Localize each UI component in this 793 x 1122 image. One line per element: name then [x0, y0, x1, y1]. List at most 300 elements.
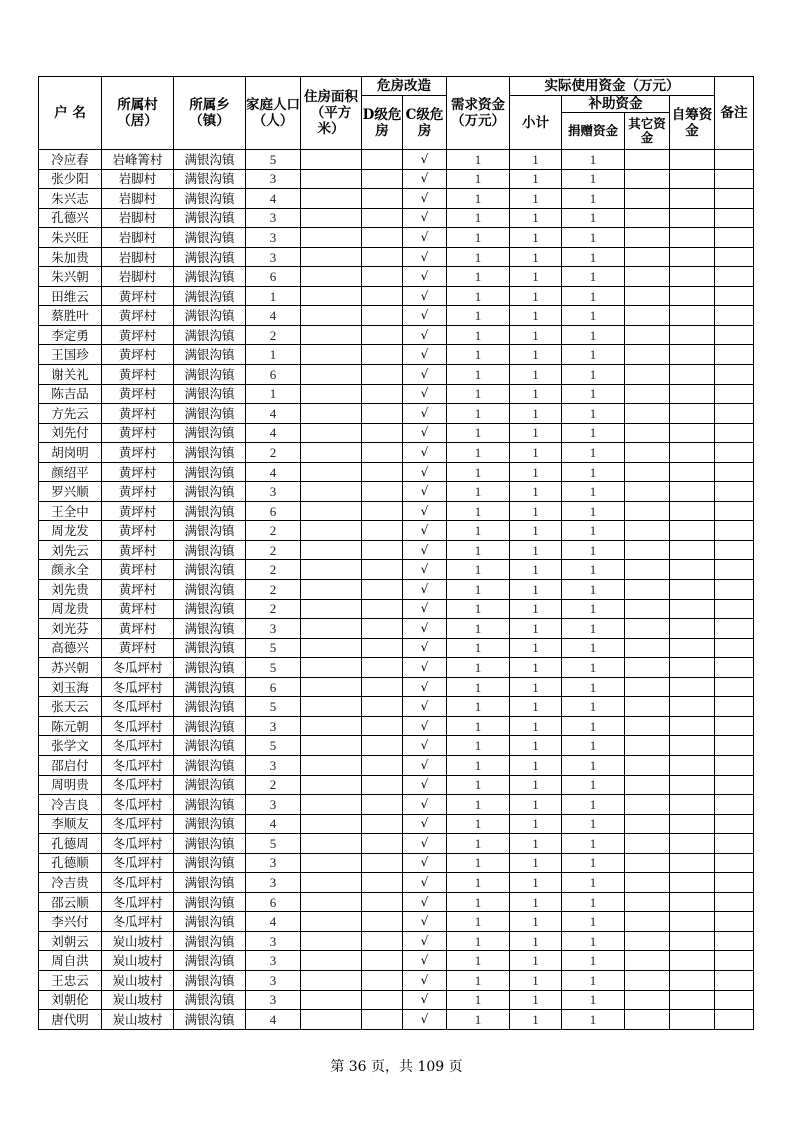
subtotal-cell: 1: [510, 462, 562, 482]
village-cell: 黄坪村: [102, 443, 174, 463]
other-funds-cell: [625, 619, 670, 639]
town-cell: 满银沟镇: [174, 150, 246, 170]
population-cell: 4: [246, 814, 301, 834]
name-cell: 冷吉贵: [39, 873, 102, 893]
c-level-cell: √: [403, 892, 447, 912]
self-funds-cell: [670, 228, 715, 248]
header-population: 家庭人口（人）: [246, 77, 301, 150]
other-funds-cell: [625, 853, 670, 873]
c-level-cell: √: [403, 384, 447, 404]
d-level-cell: [362, 208, 403, 228]
village-cell: 黄坪村: [102, 404, 174, 424]
village-cell: 黄坪村: [102, 619, 174, 639]
donation-cell: 1: [562, 677, 625, 697]
town-cell: 满银沟镇: [174, 580, 246, 600]
town-cell: 满银沟镇: [174, 462, 246, 482]
area-cell: [301, 306, 362, 326]
subtotal-cell: 1: [510, 482, 562, 502]
d-level-cell: [362, 697, 403, 717]
self-funds-cell: [670, 580, 715, 600]
population-cell: 1: [246, 345, 301, 365]
remark-cell: [715, 365, 754, 385]
header-name: 户 名: [39, 77, 102, 150]
c-level-cell: √: [403, 853, 447, 873]
d-level-cell: [362, 462, 403, 482]
town-cell: 满银沟镇: [174, 228, 246, 248]
remark-cell: [715, 560, 754, 580]
town-cell: 满银沟镇: [174, 365, 246, 385]
required-funds-cell: 1: [447, 150, 510, 170]
self-funds-cell: [670, 521, 715, 541]
table-row: [39, 599, 754, 619]
donation-cell: 1: [562, 482, 625, 502]
village-cell: 黄坪村: [102, 501, 174, 521]
required-funds-cell: 1: [447, 560, 510, 580]
remark-cell: [715, 345, 754, 365]
name-cell: 苏兴朝: [39, 658, 102, 678]
self-funds-cell: [670, 638, 715, 658]
self-funds-cell: [670, 365, 715, 385]
population-cell: 2: [246, 775, 301, 795]
donation-cell: 1: [562, 658, 625, 678]
required-funds-cell: 1: [447, 384, 510, 404]
table-row: [39, 814, 754, 834]
village-cell: 黄坪村: [102, 365, 174, 385]
other-funds-cell: [625, 540, 670, 560]
population-cell: 3: [246, 716, 301, 736]
other-funds-cell: [625, 345, 670, 365]
area-cell: [301, 540, 362, 560]
population-cell: 5: [246, 834, 301, 854]
donation-cell: 1: [562, 814, 625, 834]
required-funds-cell: 1: [447, 990, 510, 1010]
name-cell: 刘先付: [39, 423, 102, 443]
other-funds-cell: [625, 169, 670, 189]
header-town: 所属乡（镇）: [174, 77, 246, 150]
self-funds-cell: [670, 677, 715, 697]
remark-cell: [715, 521, 754, 541]
self-funds-cell: [670, 540, 715, 560]
village-cell: 黄坪村: [102, 540, 174, 560]
required-funds-cell: 1: [447, 325, 510, 345]
d-level-cell: [362, 599, 403, 619]
population-cell: 3: [246, 931, 301, 951]
village-cell: 黄坪村: [102, 423, 174, 443]
donation-cell: 1: [562, 1010, 625, 1030]
c-level-cell: √: [403, 560, 447, 580]
village-cell: 岩脚村: [102, 189, 174, 209]
remark-cell: [715, 892, 754, 912]
d-level-cell: [362, 286, 403, 306]
c-level-cell: √: [403, 970, 447, 990]
self-funds-cell: [670, 716, 715, 736]
self-funds-cell: [670, 169, 715, 189]
c-level-cell: √: [403, 423, 447, 443]
village-cell: 炭山坡村: [102, 1010, 174, 1030]
required-funds-cell: 1: [447, 521, 510, 541]
name-cell: 王国珍: [39, 345, 102, 365]
required-funds-cell: 1: [447, 580, 510, 600]
donation-cell: 1: [562, 462, 625, 482]
area-cell: [301, 501, 362, 521]
name-cell: 邵云顺: [39, 892, 102, 912]
town-cell: 满银沟镇: [174, 521, 246, 541]
c-level-cell: √: [403, 599, 447, 619]
donation-cell: 1: [562, 580, 625, 600]
population-cell: 6: [246, 365, 301, 385]
table-row: [39, 286, 754, 306]
population-cell: 6: [246, 267, 301, 287]
d-level-cell: [362, 619, 403, 639]
area-cell: [301, 325, 362, 345]
remark-cell: [715, 658, 754, 678]
subtotal-cell: 1: [510, 677, 562, 697]
donation-cell: 1: [562, 208, 625, 228]
required-funds-cell: 1: [447, 501, 510, 521]
table-body: [39, 150, 754, 1030]
population-cell: 3: [246, 795, 301, 815]
area-cell: [301, 404, 362, 424]
required-funds-cell: 1: [447, 912, 510, 932]
name-cell: 王全中: [39, 501, 102, 521]
table-row: [39, 345, 754, 365]
remark-cell: [715, 306, 754, 326]
name-cell: 刘光芬: [39, 619, 102, 639]
donation-cell: 1: [562, 736, 625, 756]
name-cell: 刘玉海: [39, 677, 102, 697]
required-funds-cell: 1: [447, 795, 510, 815]
self-funds-cell: [670, 697, 715, 717]
remark-cell: [715, 853, 754, 873]
area-cell: [301, 286, 362, 306]
area-cell: [301, 169, 362, 189]
header-required-funds: 需求资金（万元）: [447, 77, 510, 150]
donation-cell: 1: [562, 931, 625, 951]
area-cell: [301, 345, 362, 365]
donation-cell: 1: [562, 150, 625, 170]
required-funds-cell: 1: [447, 873, 510, 893]
donation-cell: 1: [562, 834, 625, 854]
d-level-cell: [362, 267, 403, 287]
other-funds-cell: [625, 599, 670, 619]
area-cell: [301, 267, 362, 287]
subtotal-cell: 1: [510, 853, 562, 873]
c-level-cell: √: [403, 169, 447, 189]
table-header: [39, 77, 754, 150]
d-level-cell: [362, 325, 403, 345]
subtotal-cell: 1: [510, 423, 562, 443]
table-row: [39, 970, 754, 990]
required-funds-cell: 1: [447, 853, 510, 873]
village-cell: 冬瓜坪村: [102, 873, 174, 893]
name-cell: 孔德兴: [39, 208, 102, 228]
name-cell: 唐代明: [39, 1010, 102, 1030]
self-funds-cell: [670, 814, 715, 834]
name-cell: 李顺友: [39, 814, 102, 834]
village-cell: 黄坪村: [102, 306, 174, 326]
name-cell: 周自洪: [39, 951, 102, 971]
d-level-cell: [362, 189, 403, 209]
area-cell: [301, 599, 362, 619]
remark-cell: [715, 384, 754, 404]
subtotal-cell: 1: [510, 716, 562, 736]
d-level-cell: [362, 834, 403, 854]
town-cell: 满银沟镇: [174, 247, 246, 267]
self-funds-cell: [670, 736, 715, 756]
d-level-cell: [362, 306, 403, 326]
donation-cell: 1: [562, 189, 625, 209]
header-c-level: C级危房: [403, 96, 447, 150]
c-level-cell: √: [403, 247, 447, 267]
population-cell: 4: [246, 462, 301, 482]
name-cell: 冷吉良: [39, 795, 102, 815]
population-cell: 2: [246, 325, 301, 345]
d-level-cell: [362, 150, 403, 170]
required-funds-cell: 1: [447, 462, 510, 482]
population-cell: 6: [246, 892, 301, 912]
required-funds-cell: 1: [447, 247, 510, 267]
required-funds-cell: 1: [447, 716, 510, 736]
population-cell: 5: [246, 697, 301, 717]
name-cell: 周明贵: [39, 775, 102, 795]
other-funds-cell: [625, 365, 670, 385]
village-cell: 黄坪村: [102, 560, 174, 580]
donation-cell: 1: [562, 853, 625, 873]
population-cell: 1: [246, 286, 301, 306]
c-level-cell: √: [403, 150, 447, 170]
table-row: [39, 462, 754, 482]
population-cell: 5: [246, 150, 301, 170]
d-level-cell: [362, 658, 403, 678]
subtotal-cell: 1: [510, 247, 562, 267]
header-area: 住房面积（平方米）: [301, 77, 362, 150]
d-level-cell: [362, 795, 403, 815]
c-level-cell: √: [403, 404, 447, 424]
housing-renovation-table: [38, 76, 754, 1030]
table-row: [39, 482, 754, 502]
c-level-cell: √: [403, 325, 447, 345]
table-row: [39, 384, 754, 404]
d-level-cell: [362, 247, 403, 267]
d-level-cell: [362, 814, 403, 834]
required-funds-cell: 1: [447, 404, 510, 424]
donation-cell: 1: [562, 755, 625, 775]
area-cell: [301, 677, 362, 697]
area-cell: [301, 892, 362, 912]
area-cell: [301, 1010, 362, 1030]
town-cell: 满银沟镇: [174, 638, 246, 658]
town-cell: 满银沟镇: [174, 540, 246, 560]
table-row: [39, 990, 754, 1010]
population-cell: 2: [246, 521, 301, 541]
subtotal-cell: 1: [510, 736, 562, 756]
d-level-cell: [362, 951, 403, 971]
population-cell: 2: [246, 560, 301, 580]
c-level-cell: √: [403, 267, 447, 287]
population-cell: 2: [246, 443, 301, 463]
d-level-cell: [362, 892, 403, 912]
self-funds-cell: [670, 873, 715, 893]
self-funds-cell: [670, 853, 715, 873]
name-cell: 刘先云: [39, 540, 102, 560]
remark-cell: [715, 599, 754, 619]
other-funds-cell: [625, 951, 670, 971]
population-cell: 3: [246, 169, 301, 189]
donation-cell: 1: [562, 306, 625, 326]
table-row: [39, 755, 754, 775]
table-row: [39, 404, 754, 424]
remark-cell: [715, 990, 754, 1010]
population-cell: 5: [246, 736, 301, 756]
donation-cell: 1: [562, 501, 625, 521]
population-cell: 5: [246, 638, 301, 658]
self-funds-cell: [670, 345, 715, 365]
self-funds-cell: [670, 795, 715, 815]
area-cell: [301, 423, 362, 443]
table-row: [39, 834, 754, 854]
required-funds-cell: 1: [447, 286, 510, 306]
table-row: [39, 267, 754, 287]
donation-cell: 1: [562, 697, 625, 717]
area-cell: [301, 580, 362, 600]
town-cell: 满银沟镇: [174, 169, 246, 189]
required-funds-cell: 1: [447, 951, 510, 971]
remark-cell: [715, 228, 754, 248]
table-row: [39, 931, 754, 951]
town-cell: 满银沟镇: [174, 853, 246, 873]
remark-cell: [715, 267, 754, 287]
self-funds-cell: [670, 443, 715, 463]
other-funds-cell: [625, 482, 670, 502]
population-cell: 3: [246, 873, 301, 893]
village-cell: 冬瓜坪村: [102, 892, 174, 912]
town-cell: 满银沟镇: [174, 716, 246, 736]
table-row: [39, 365, 754, 385]
village-cell: 冬瓜坪村: [102, 697, 174, 717]
c-level-cell: √: [403, 1010, 447, 1030]
village-cell: 冬瓜坪村: [102, 736, 174, 756]
subtotal-cell: 1: [510, 150, 562, 170]
name-cell: 周龙贵: [39, 599, 102, 619]
table-row: [39, 873, 754, 893]
table-row: [39, 775, 754, 795]
population-cell: 1: [246, 384, 301, 404]
subtotal-cell: 1: [510, 404, 562, 424]
town-cell: 满银沟镇: [174, 873, 246, 893]
table-row: [39, 951, 754, 971]
c-level-cell: √: [403, 521, 447, 541]
population-cell: 4: [246, 423, 301, 443]
population-cell: 2: [246, 599, 301, 619]
self-funds-cell: [670, 560, 715, 580]
remark-cell: [715, 755, 754, 775]
donation-cell: 1: [562, 716, 625, 736]
subtotal-cell: 1: [510, 599, 562, 619]
population-cell: 4: [246, 404, 301, 424]
area-cell: [301, 951, 362, 971]
village-cell: 黄坪村: [102, 521, 174, 541]
town-cell: 满银沟镇: [174, 775, 246, 795]
population-cell: 3: [246, 482, 301, 502]
village-cell: 岩峰箐村: [102, 150, 174, 170]
table-row: [39, 716, 754, 736]
village-cell: 黄坪村: [102, 325, 174, 345]
subtotal-cell: 1: [510, 580, 562, 600]
area-cell: [301, 189, 362, 209]
remark-cell: [715, 580, 754, 600]
table-row: [39, 540, 754, 560]
town-cell: 满银沟镇: [174, 697, 246, 717]
subtotal-cell: 1: [510, 208, 562, 228]
town-cell: 满银沟镇: [174, 951, 246, 971]
d-level-cell: [362, 736, 403, 756]
area-cell: [301, 638, 362, 658]
subtotal-cell: 1: [510, 912, 562, 932]
other-funds-cell: [625, 462, 670, 482]
donation-cell: 1: [562, 286, 625, 306]
c-level-cell: √: [403, 482, 447, 502]
c-level-cell: √: [403, 443, 447, 463]
donation-cell: 1: [562, 267, 625, 287]
subtotal-cell: 1: [510, 697, 562, 717]
remark-cell: [715, 951, 754, 971]
required-funds-cell: 1: [447, 482, 510, 502]
d-level-cell: [362, 443, 403, 463]
population-cell: 6: [246, 677, 301, 697]
remark-cell: [715, 697, 754, 717]
donation-cell: 1: [562, 599, 625, 619]
self-funds-cell: [670, 658, 715, 678]
subtotal-cell: 1: [510, 521, 562, 541]
subtotal-cell: 1: [510, 560, 562, 580]
other-funds-cell: [625, 384, 670, 404]
c-level-cell: √: [403, 736, 447, 756]
town-cell: 满银沟镇: [174, 404, 246, 424]
village-cell: 黄坪村: [102, 462, 174, 482]
population-cell: 3: [246, 990, 301, 1010]
other-funds-cell: [625, 834, 670, 854]
required-funds-cell: 1: [447, 1010, 510, 1030]
c-level-cell: √: [403, 873, 447, 893]
village-cell: 冬瓜坪村: [102, 755, 174, 775]
table-row: [39, 697, 754, 717]
required-funds-cell: 1: [447, 540, 510, 560]
town-cell: 满银沟镇: [174, 482, 246, 502]
town-cell: 满银沟镇: [174, 560, 246, 580]
d-level-cell: [362, 482, 403, 502]
remark-cell: [715, 795, 754, 815]
header-donation: 捐赠资金: [562, 113, 625, 150]
table-row: [39, 658, 754, 678]
town-cell: 满银沟镇: [174, 267, 246, 287]
required-funds-cell: 1: [447, 228, 510, 248]
village-cell: 黄坪村: [102, 345, 174, 365]
table-row: [39, 853, 754, 873]
subtotal-cell: 1: [510, 951, 562, 971]
self-funds-cell: [670, 247, 715, 267]
page-number: 第 36 页，共 109 页: [330, 1059, 463, 1075]
table-row: [39, 1010, 754, 1030]
donation-cell: 1: [562, 951, 625, 971]
donation-cell: 1: [562, 775, 625, 795]
d-level-cell: [362, 501, 403, 521]
village-cell: 冬瓜坪村: [102, 853, 174, 873]
subtotal-cell: 1: [510, 814, 562, 834]
other-funds-cell: [625, 580, 670, 600]
village-cell: 岩脚村: [102, 267, 174, 287]
self-funds-cell: [670, 892, 715, 912]
town-cell: 满银沟镇: [174, 990, 246, 1010]
